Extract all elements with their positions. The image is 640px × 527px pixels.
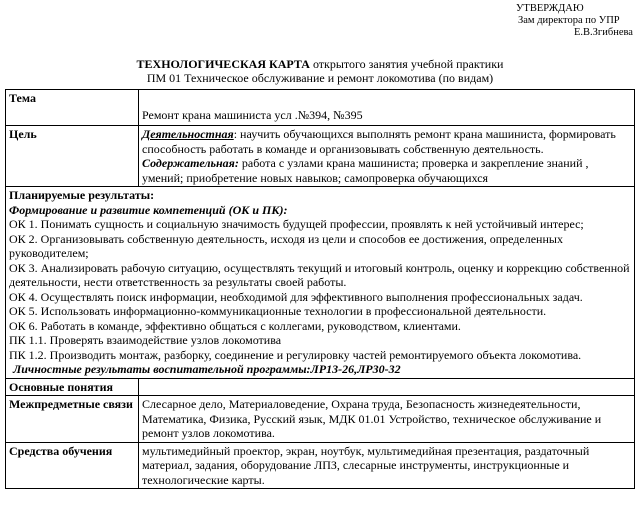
competence-item: ОК 6. Работать в команде, эффективно общаться с коллегами, руководством, клиентами. [9,318,461,333]
goal-content-text: работа с узлами крана машиниста; проверка и закрепление знаний , умений; приобретение новых навыков; самопроверка обучающихся [142,156,589,185]
competence-item: ПК 1.2. Производить монтаж, разборку, соединение и регулировку частей ремонтируемого объекта локомотива. [9,347,582,362]
means-label: Средства обучения [6,442,139,489]
goal-activity-text: : научить обучающихся выполнять ремонт крана машиниста, формировать способность работать в команде и организовывать собственную деятельность. [142,127,616,156]
heading-subtitle: ПМ 01 Техническое обслуживание и ремонт локомотива (по видам) [146,71,494,85]
row-topic [6,90,635,126]
concepts-label: Основные понятия [6,378,139,396]
competence-item: ОК 4. Осуществлять поиск информации, необходимой для эффективного выполнения профессиональных задач. [9,289,583,304]
approval-block [516,3,633,39]
competence-item: ОК 1. Понимать сущность и социальную значимость будущей профессии, проявлять к ней устойчивый интерес; [9,217,584,231]
personal-results: Личностные результаты воспитательной программы:ЛР13-26,ЛР30-32 [13,362,401,376]
tech-card-table [5,89,635,489]
heading-title [0,57,640,71]
row-concepts [6,378,635,396]
results-cell [6,187,635,379]
topic-label: Тема [6,90,139,126]
approval-title: УТВЕРЖДАЮ [516,3,584,14]
goal-label: Цель [6,126,139,187]
concepts-value [139,378,635,396]
competence-item: ПК 1.1. Проверять взаимодействие узлов локомотива [9,333,282,347]
row-goal [6,126,635,187]
goal-value [139,126,635,187]
approval-position: Зам директора по УПР [518,15,620,26]
competence-item: ОК 2. Организовывать собственную деятельность, исходя из цели и способов ее достижения, определенных руководителем; [9,231,563,260]
goal-content-label: Содержательная: [142,156,239,170]
approval-signer: Е.В.Згибнева [574,27,633,38]
row-means [6,442,635,489]
means-value: мультимедийный проектор, экран, ноутбук, мультимедийная презентация, раздаточный материал, задания, оборудование ЛПЗ, слесарные инструменты, инструкционные и технологические карты. [139,442,635,489]
competence-item: ОК 5. Использовать информационно-коммуникационные технологии в профессиональной деятельности. [9,304,547,318]
interdisciplinary-value: Слесарное дело, Материаловедение, Охрана труда, Безопасность жизнедеятельности, Математика, Физика, Русский язык, МДК 01.01 Устройство, техническое обслуживание и ремонт узлов локомотива. [139,396,635,443]
results-subheader: Формирование и развитие компетенций (ОК и ПК): [9,202,288,217]
topic-value: Ремонт крана машиниста усл .№394, №395 [139,90,635,126]
competence-item: ОК 3. Анализировать рабочую ситуацию, осуществлять текущий и итоговый контроль, оценку и коррекцию собственной деятельности, нести ответственность за результаты своей работы. [9,260,630,289]
heading-title-rest: открытого занятия учебной практики [312,57,504,71]
row-results [6,187,635,379]
row-interdisciplinary [6,396,635,443]
results-header: Планируемые результаты: [9,188,155,202]
goal-activity-label: Деятельностная [142,127,234,141]
interdisciplinary-label: Межпредметные связи [6,396,139,443]
document-heading [0,57,640,85]
heading-title-bold: ТЕХНОЛОГИЧЕСКАЯ КАРТА [136,57,310,71]
